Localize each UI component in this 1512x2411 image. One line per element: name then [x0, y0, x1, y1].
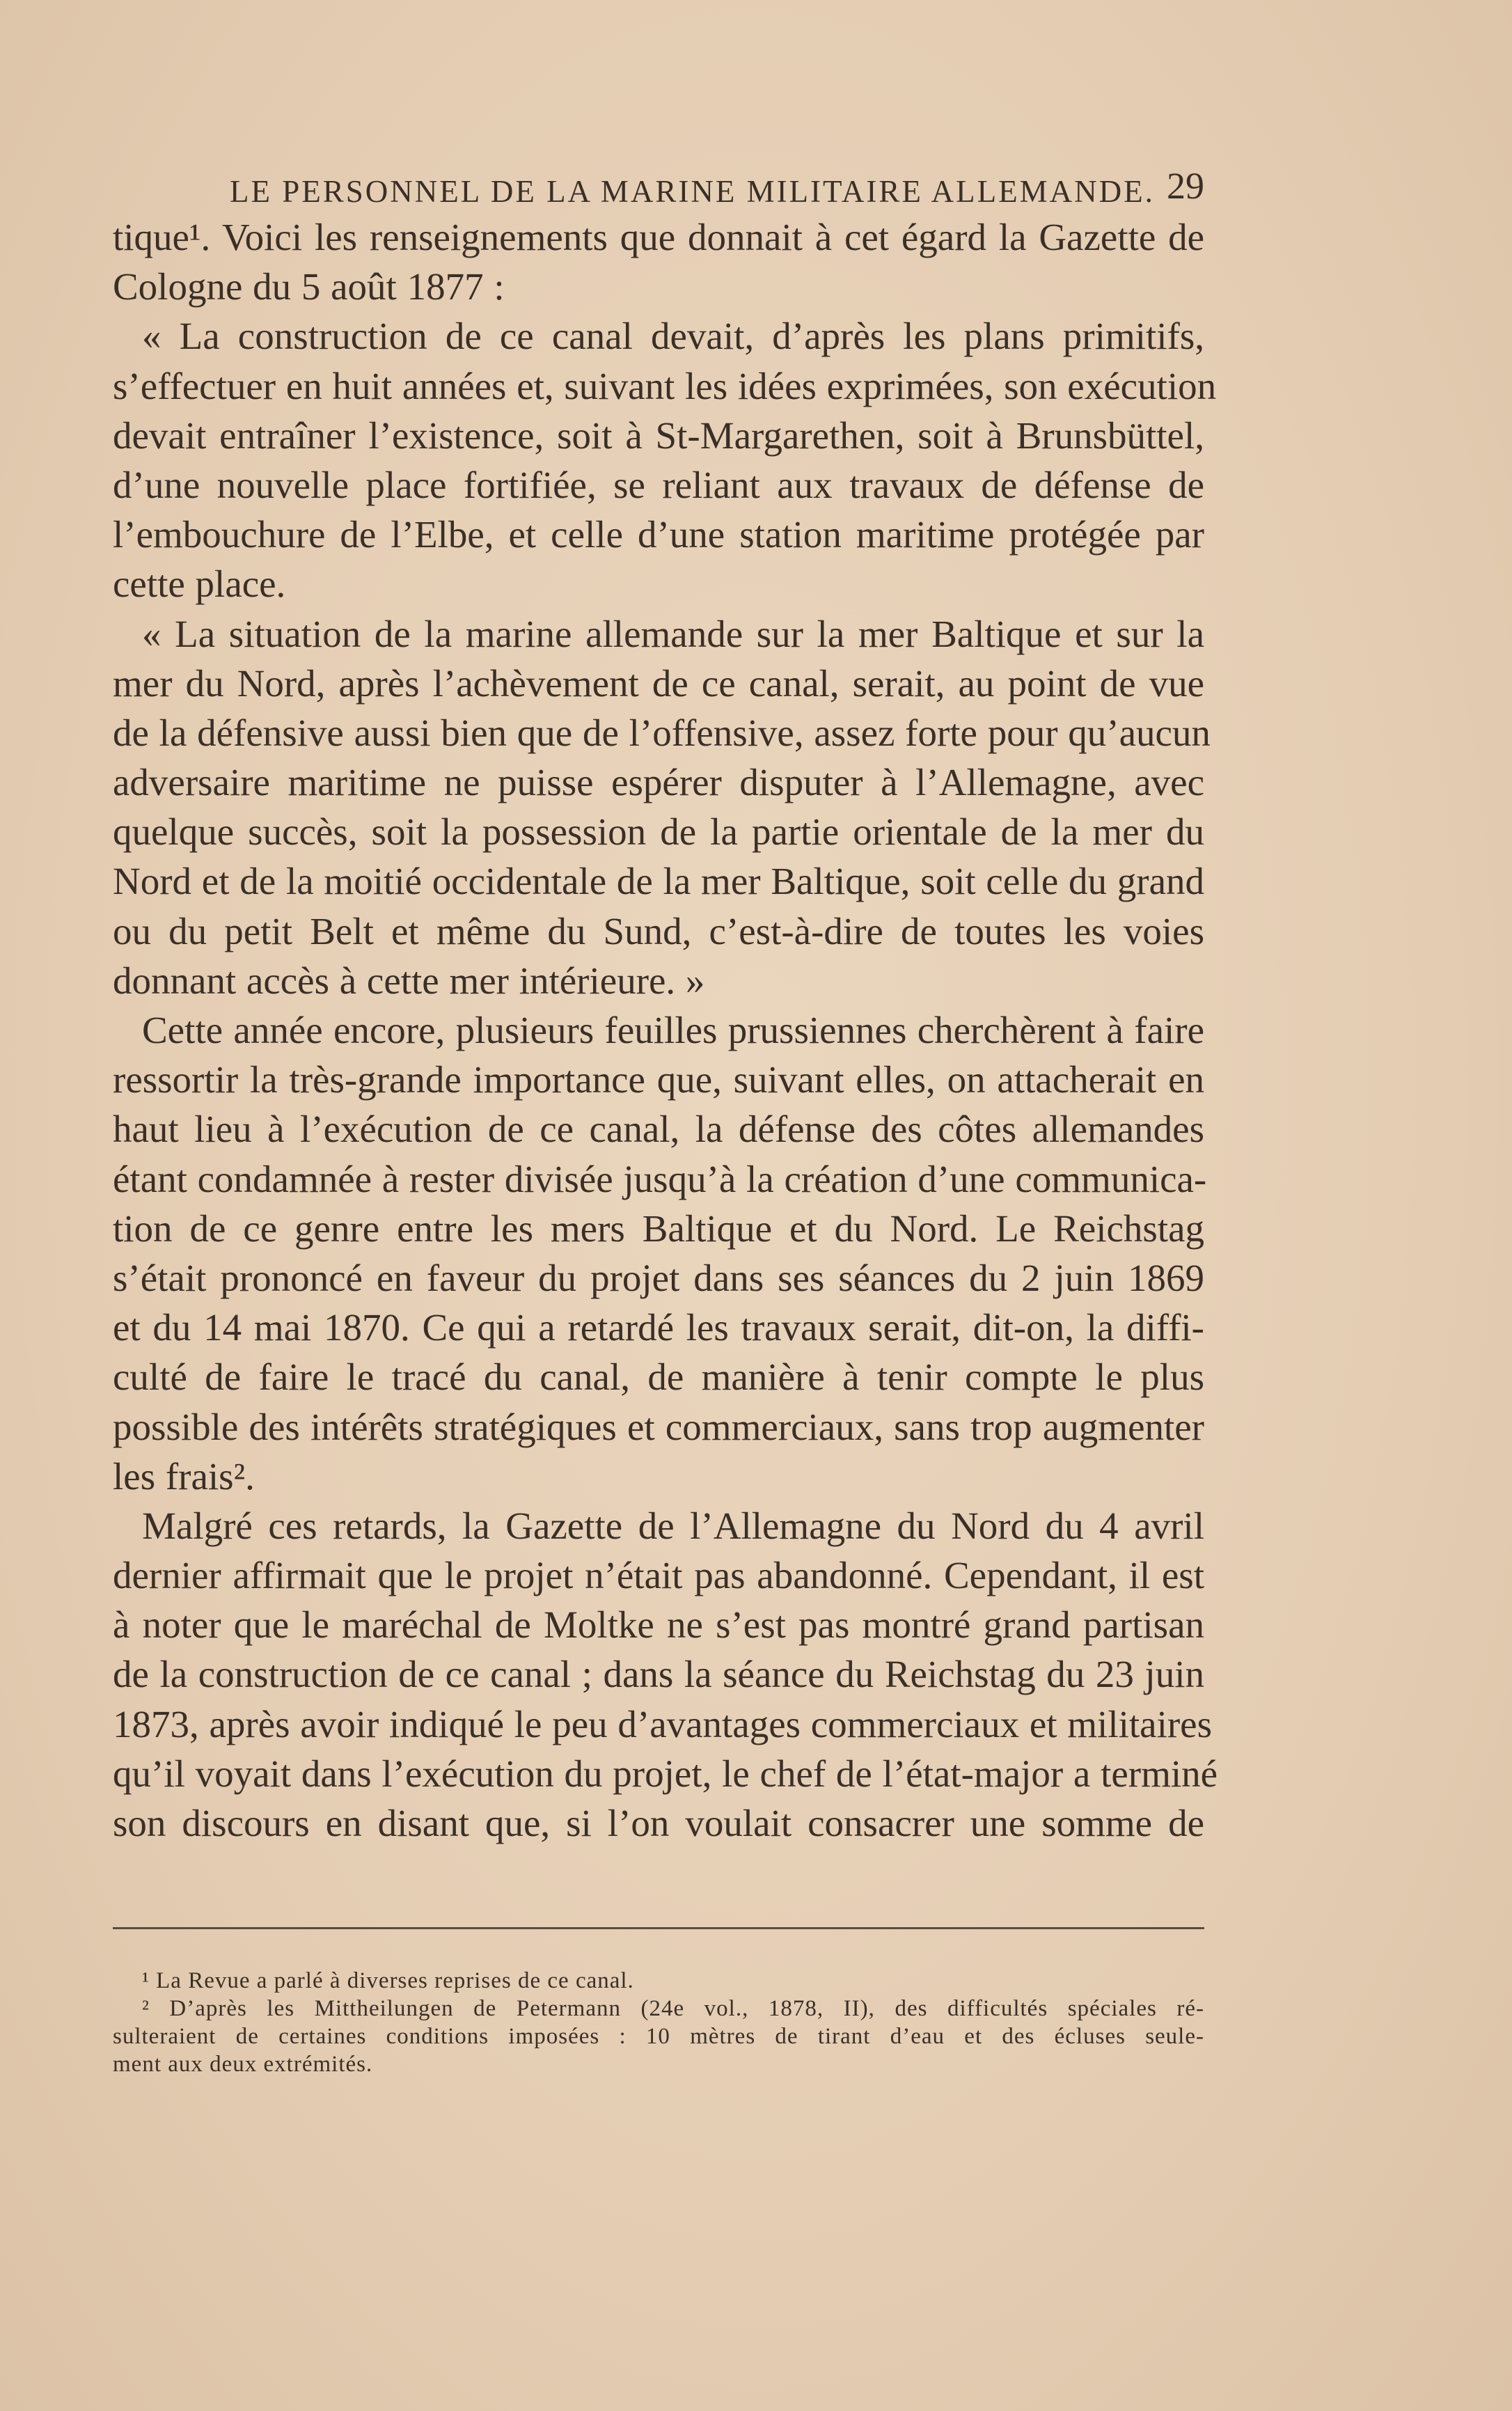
text-line: s’effectuer en huit années et, suivant les idées exprimées, son exécution: [113, 364, 1217, 407]
text-line: 1873, après avoir indiqué le peu d’avantages commerciaux et militaires: [113, 1702, 1212, 1745]
text-line: Cette année encore, plusieurs feuilles prussiennes cherchèrent à faire: [142, 1009, 1204, 1051]
text-line: à noter que le maréchal de Moltke ne s’est pas montré grand partisan: [113, 1603, 1204, 1647]
text-line: « La situation de la marine allemande sur la mer Baltique et sur la: [142, 612, 1204, 655]
footnote-rule: [113, 1927, 1204, 1929]
text-line: donnant accès à cette mer intérieure. »: [113, 959, 705, 1002]
text-line: tique¹. Voici les renseignements que donnait à cet égard la Gazette de: [113, 216, 1204, 258]
running-title: LE PERSONNEL DE LA MARINE MILITAIRE ALLEMANDE.: [230, 174, 1155, 209]
text-line: « La construction de ce canal devait, d’après les plans primitifs,: [142, 315, 1204, 358]
text-line: s’était prononcé en faveur du projet dans ses séances du 2 juin 1869: [113, 1256, 1204, 1299]
text-line: possible des intérêts stratégiques et commerciaux, sans trop augmenter: [113, 1405, 1204, 1448]
text-line: ou du petit Belt et même du Sund, c’est-à-dire de toutes les voies: [113, 909, 1204, 952]
text-line: Nord et de la moitié occidentale de la mer Baltique, soit celle du grand: [113, 860, 1204, 903]
footnote-line: ¹ La Revue a parlé à diverses reprises de ce canal.: [142, 1968, 634, 1993]
text-line: son discours en disant que, si l’on voulait consacrer une somme de: [113, 1802, 1204, 1844]
text-line: l’embouchure de l’Elbe, et celle d’une station maritime protégée par: [113, 513, 1204, 556]
text-line: mer du Nord, après l’achèvement de ce canal, serait, au point de vue: [113, 661, 1204, 705]
text-line: d’une nouvelle place fortifiée, se reliant aux travaux de défense de: [113, 463, 1204, 506]
text-line: culté de faire le tracé du canal, de manière à tenir compte le plus: [113, 1356, 1204, 1399]
text-line: quelque succès, soit la possession de la partie orientale de la mer du: [113, 810, 1204, 854]
footnote-line: ment aux deux extrémités.: [113, 2052, 373, 2077]
text-line: Cologne du 5 août 1877 :: [113, 265, 505, 308]
text-line: les frais².: [113, 1454, 255, 1498]
text-line: tion de ce genre entre les mers Baltique et du Nord. Le Reichstag: [113, 1207, 1204, 1250]
footnote-line: ² D’après les Mittheilungen de Petermann (24e vol., 1878, II), des difficultés spéciales ré-: [142, 1996, 1204, 2021]
text-line: de la construction de ce canal ; dans la séance du Reichstag du 23 juin: [113, 1653, 1204, 1696]
text-line: Malgré ces retards, la Gazette de l’Allemagne du Nord du 4 avril: [142, 1504, 1204, 1547]
text-line: haut lieu à l’exécution de ce canal, la défense des côtes allemandes: [113, 1108, 1204, 1151]
text-line: adversaire maritime ne puisse espérer disputer à l’Allemagne, avec: [113, 761, 1204, 804]
text-line: et du 14 mai 1870. Ce qui a retardé les travaux serait, dit-on, la diffi-: [113, 1306, 1204, 1349]
text-line: de la défensive aussi bien que de l’offensive, assez forte pour qu’aucun: [113, 711, 1211, 754]
text-line: cette place.: [113, 563, 286, 606]
footnotes: [113, 1967, 1204, 2078]
footnote-line: sulteraient de certaines conditions imposées : 10 mètres de tirant d’eau et des écluses seule-: [113, 2024, 1204, 2049]
body-text: [113, 212, 1218, 1848]
text-line: étant condamnée à rester divisée jusqu’à la création d’une communica-: [113, 1157, 1207, 1200]
text-line: devait entraîner l’existence, soit à St-Margarethen, soit à Brunsbüttel,: [113, 414, 1204, 457]
text-line: dernier affirmait que le projet n’était pas abandonné. Cependant, il est: [113, 1554, 1204, 1597]
text-line: ressortir la très-grande importance que, suivant elles, on attacherait en: [113, 1058, 1204, 1101]
page-number: 29: [1167, 165, 1204, 207]
text-line: qu’il voyait dans l’exécution du projet, le chef de l’état-major a terminé: [113, 1752, 1218, 1795]
